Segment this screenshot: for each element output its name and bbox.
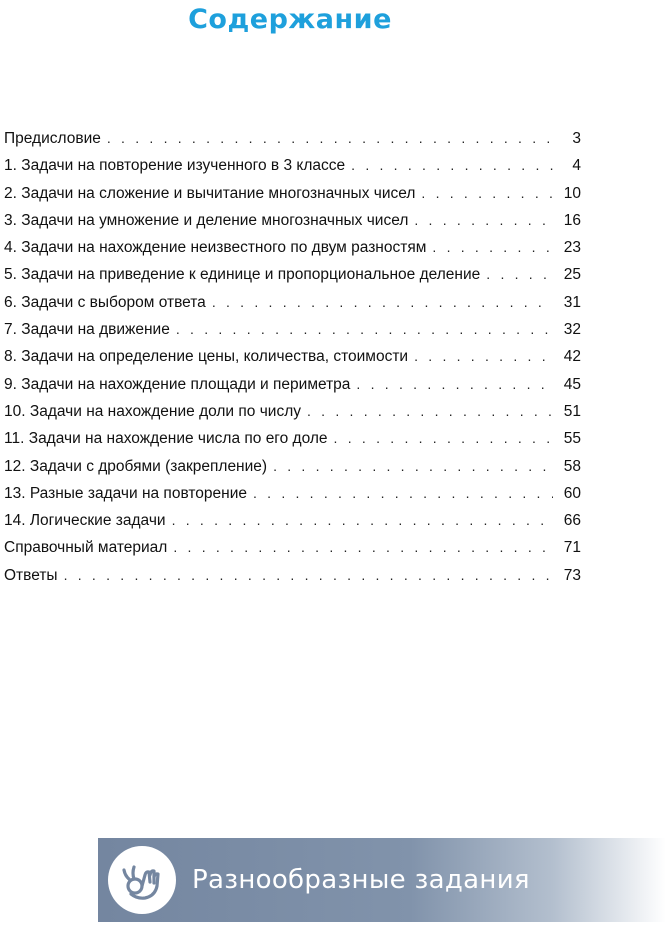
toc-dot-leader — [421, 180, 553, 207]
toc-entry-title: 7. Задачи на движение — [4, 321, 170, 339]
toc-dot-leader — [351, 152, 553, 179]
toc-entry-page: 32 — [563, 321, 581, 339]
ok-hand-icon — [108, 846, 176, 914]
toc-entry-page: 66 — [563, 512, 581, 530]
section-banner-label: Разнообразные задания — [192, 865, 530, 895]
toc-entry-page: 31 — [563, 293, 581, 311]
toc-entry[interactable] — [4, 507, 581, 534]
toc-dot-leader — [356, 371, 553, 398]
toc-entry-title: 12. Задачи с дробями (закрепление) — [4, 457, 268, 475]
toc-entry[interactable] — [4, 453, 581, 480]
toc-entry-page: 16 — [563, 211, 581, 229]
section-banner — [98, 838, 666, 922]
toc-entry[interactable] — [4, 343, 581, 370]
toc-entry-page: 45 — [563, 375, 581, 393]
toc-entry-title: 11. Задачи на нахождение числа по его доле — [4, 430, 328, 448]
toc-entry-title: 4. Задачи на нахождение неизвестного по двум разностям — [4, 239, 427, 257]
toc-entry-title: 8. Задачи на определение цены, количества, стоимости — [4, 348, 409, 366]
toc-dot-leader — [176, 316, 553, 343]
toc-entry-title: 6. Задачи с выбором ответа — [4, 293, 206, 311]
toc-dot-leader — [273, 453, 553, 480]
toc-entry[interactable] — [4, 371, 581, 398]
toc-dot-leader — [486, 261, 553, 288]
toc-dot-leader — [414, 343, 553, 370]
toc-entry[interactable] — [4, 152, 581, 179]
toc-entry-title: 1. Задачи на повторение изученного в 3 классе — [4, 157, 346, 175]
toc-dot-leader — [212, 289, 553, 316]
toc-entry-title: Справочный материал — [4, 539, 168, 557]
toc-entry-page: 3 — [572, 130, 581, 147]
toc-dot-leader — [414, 207, 553, 234]
toc-entry-title: 9. Задачи на нахождение площади и периметра — [4, 375, 351, 393]
toc-dot-leader — [334, 425, 553, 452]
toc-entry[interactable] — [4, 234, 581, 261]
page-title: Содержание — [188, 4, 392, 35]
toc-entry-title: 10. Задачи на нахождение доли по числу — [4, 402, 301, 420]
toc-dot-leader — [107, 125, 553, 152]
toc-dot-leader — [64, 562, 553, 589]
toc-dot-leader — [173, 534, 553, 561]
toc-dot-leader — [432, 234, 553, 261]
toc-entry[interactable] — [4, 180, 581, 207]
toc-entry-page: 60 — [563, 484, 581, 502]
toc-entry-title: Ответы — [4, 566, 58, 584]
toc-entry[interactable] — [4, 316, 581, 343]
toc-entry-title: Предисловие — [4, 130, 101, 147]
toc-entry[interactable] — [4, 125, 581, 152]
toc-entry-page: 71 — [563, 539, 581, 557]
toc-dot-leader — [172, 507, 553, 534]
toc-entry[interactable] — [4, 289, 581, 316]
toc-entry-title: 13. Разные задачи на повторение — [4, 484, 247, 502]
toc-entry-page: 51 — [563, 402, 581, 420]
toc-entry-title: 3. Задачи на умножение и деление многозначных чисел — [4, 211, 409, 229]
toc-entry-page: 25 — [563, 266, 581, 284]
toc-entry-page: 4 — [572, 157, 581, 175]
toc-entry-page: 55 — [563, 430, 581, 448]
toc-entry[interactable] — [4, 562, 581, 589]
toc-entry-page: 23 — [563, 239, 581, 257]
toc-entry-page: 58 — [563, 457, 581, 475]
toc-entry-title: 2. Задачи на сложение и вычитание многозначных чисел — [4, 184, 416, 202]
toc-entry[interactable] — [4, 207, 581, 234]
toc-entry[interactable] — [4, 425, 581, 452]
toc-entry-page: 10 — [563, 184, 581, 202]
toc-entry-page: 73 — [563, 566, 581, 584]
toc-entry-title: 14. Логические задачи — [4, 512, 166, 530]
toc-entry[interactable] — [4, 480, 581, 507]
toc-entry[interactable] — [4, 398, 581, 425]
toc-entry[interactable] — [4, 261, 581, 288]
toc-dot-leader — [307, 398, 553, 425]
toc-entry-title: 5. Задачи на приведение к единице и пропорциональное деление — [4, 266, 481, 284]
toc-dot-leader — [253, 480, 553, 507]
table-of-contents — [4, 125, 581, 589]
toc-entry-page: 42 — [563, 348, 581, 366]
toc-entry[interactable] — [4, 534, 581, 561]
